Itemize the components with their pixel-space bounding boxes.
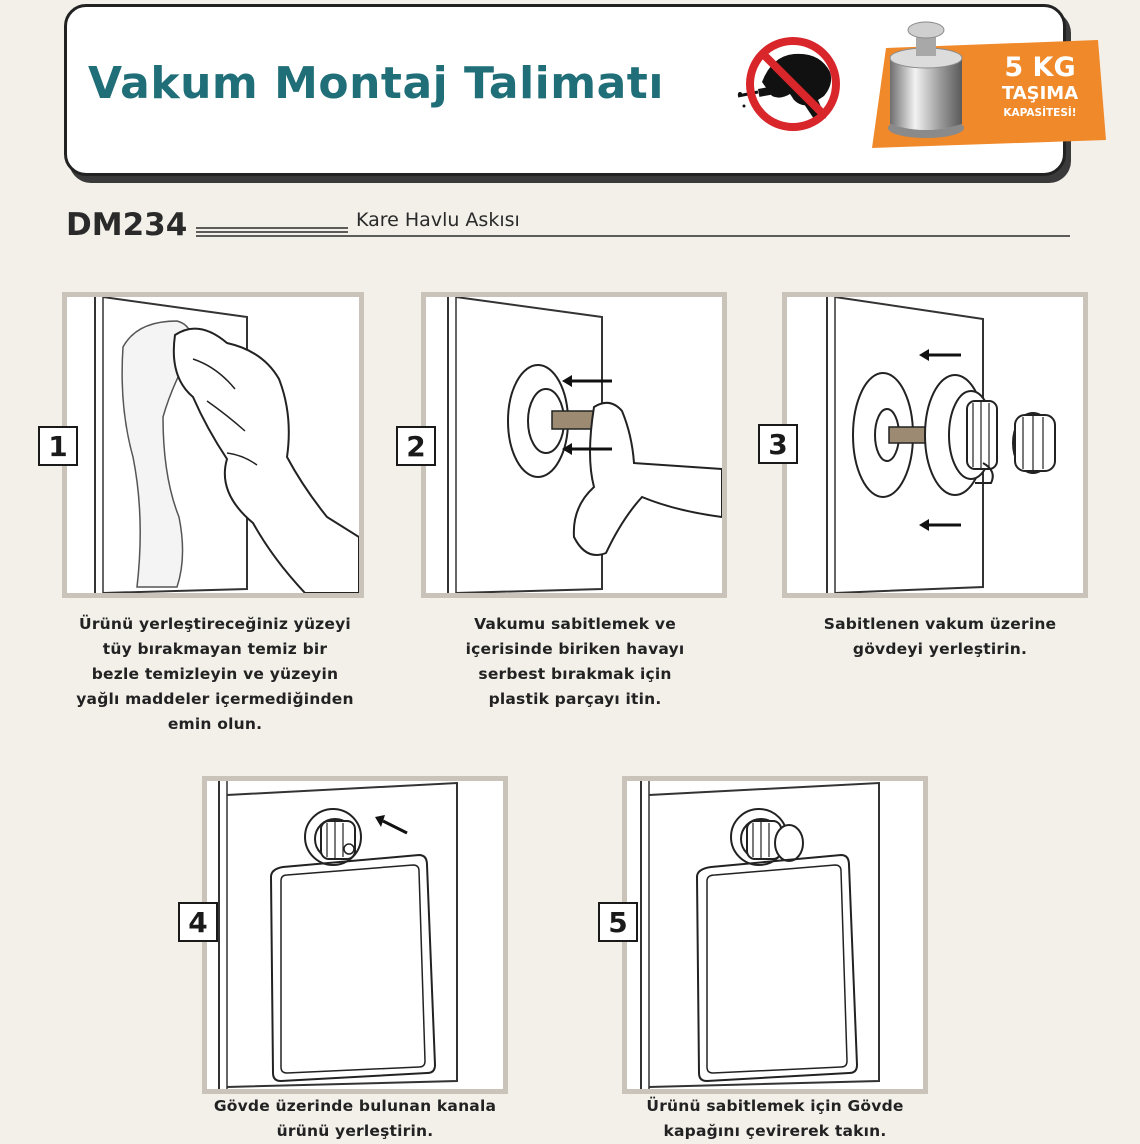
step-1-panel [62,292,364,598]
step-3-number: 3 [758,424,798,464]
step-3-panel [782,292,1088,598]
step-5-panel [622,776,928,1094]
page-title: Vakum Montaj Talimatı [88,58,664,109]
step-2-number: 2 [396,426,436,466]
step-4-caption [190,1094,520,1144]
step-3-caption [775,612,1105,662]
step-4-number: 4 [178,902,218,942]
caption-line: ürünü yerleştirin. [276,1122,434,1140]
caption-line: emin olun. [167,715,263,733]
badge-weight: 5 KG [1004,52,1076,83]
step-4-illustration [207,781,503,1089]
product-name: Kare Havlu Askısı [356,209,520,231]
step-4-panel [202,776,508,1094]
caption-line: içerisinde biriken havayı [465,640,685,658]
weight-icon [888,22,964,138]
step-2-illustration [426,297,722,593]
caption-line: tüy bırakmayan temiz bir [102,640,328,658]
step-1-number: 1 [38,426,78,466]
caption-line: kapağını çevirerek takın. [663,1122,887,1140]
step-5-caption [610,1094,940,1144]
title-underline [196,224,1076,244]
caption-line: Gövde üzerinde bulunan kanala [213,1097,497,1115]
step-2-caption [410,612,740,712]
step-2-panel [421,292,727,598]
no-drilling-icon [732,34,854,134]
badge-line1: TAŞIMA [1001,83,1079,104]
caption-line: Sabitlenen vakum üzerine [823,615,1057,633]
caption-line: plastik parçayı itin. [488,690,662,708]
caption-line: serbest bırakmak için [478,665,672,683]
step-3-illustration [787,297,1083,593]
caption-line: bezle temizleyin ve yüzeyin [91,665,339,683]
caption-line: gövdeyi yerleştirin. [852,640,1028,658]
step-5-number: 5 [598,902,638,942]
caption-line: Ürünü yerleştireceğiniz yüzeyi [79,615,351,633]
caption-line: yağlı maddeler içermediğinden [76,690,354,708]
step-5-illustration [627,781,923,1089]
caption-line: Vakumu sabitlemek ve [474,615,676,633]
caption-line: Ürünü sabitlemek için Gövde [646,1097,904,1115]
badge-line2: KAPASİTESİ! [1003,107,1077,119]
step-1-caption [50,612,380,737]
product-code: DM234 [66,207,188,243]
step-1-illustration [67,297,359,593]
